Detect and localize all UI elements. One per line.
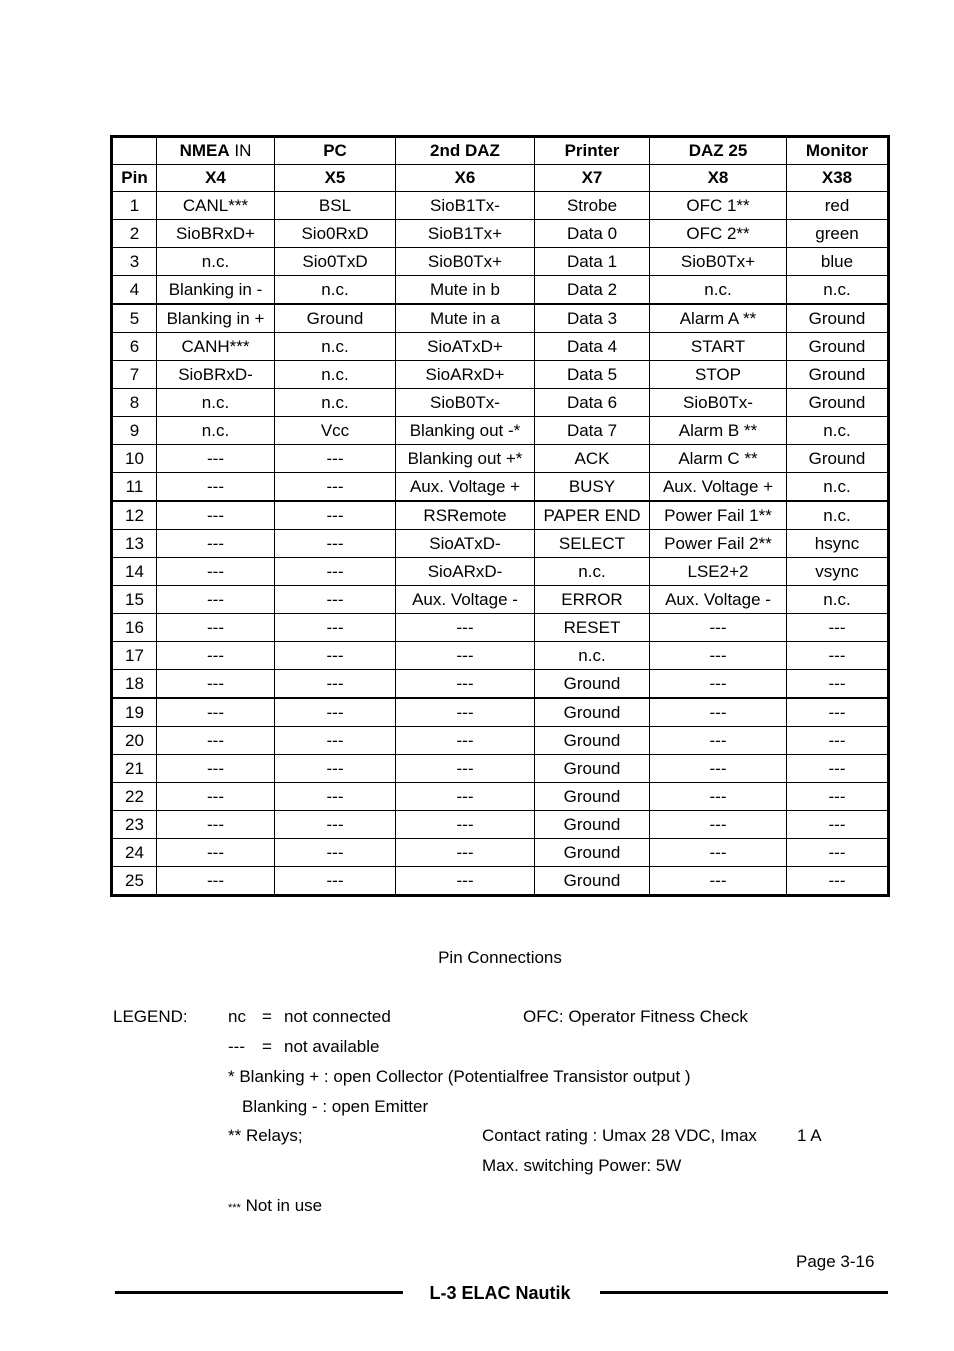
signal-cell: ---	[396, 642, 535, 670]
signal-cell: Data 0	[535, 220, 650, 248]
table-row	[112, 192, 889, 220]
signal-cell: ---	[275, 586, 396, 614]
table-row	[112, 670, 889, 699]
signal-cell: Aux. Voltage +	[650, 473, 787, 502]
signal-cell: ---	[275, 445, 396, 473]
signal-cell: ---	[396, 755, 535, 783]
signal-cell: ---	[650, 698, 787, 727]
legend-blanking-minus: Blanking - : open Emitter	[242, 1097, 429, 1116]
signal-cell: ---	[157, 642, 275, 670]
signal-cell: START	[650, 333, 787, 361]
signal-cell: ---	[275, 727, 396, 755]
signal-cell: n.c.	[275, 276, 396, 305]
signal-cell: ERROR	[535, 586, 650, 614]
signal-cell: n.c.	[787, 473, 889, 502]
pin-number-cell: 17	[112, 642, 157, 670]
header-connector-cell: X8	[650, 165, 787, 192]
signal-cell: ---	[157, 811, 275, 839]
pin-number-cell: 9	[112, 417, 157, 445]
header-connector-cell: X5	[275, 165, 396, 192]
pin-number-cell: 19	[112, 698, 157, 727]
signal-cell: Data 2	[535, 276, 650, 305]
signal-cell: Aux. Voltage -	[396, 586, 535, 614]
signal-cell: n.c.	[787, 276, 889, 305]
signal-cell: Data 1	[535, 248, 650, 276]
table-row	[112, 304, 889, 333]
table-row	[112, 867, 889, 896]
signal-cell: ---	[275, 530, 396, 558]
pin-number-cell: 21	[112, 755, 157, 783]
legend-not-in-use-mark: ***	[228, 1202, 241, 1214]
table-row	[112, 248, 889, 276]
signal-cell: ---	[650, 755, 787, 783]
signal-cell: ---	[787, 839, 889, 867]
header-connector-cell: Pin	[112, 165, 157, 192]
signal-cell: PAPER END	[535, 501, 650, 530]
signal-cell: ---	[787, 642, 889, 670]
pin-number-cell: 20	[112, 727, 157, 755]
signal-cell: Data 5	[535, 361, 650, 389]
table-row	[112, 811, 889, 839]
legend-ofc-text: OFC: Operator Fitness Check	[523, 1007, 748, 1026]
signal-cell: Ground	[787, 333, 889, 361]
header-connector-cell: X38	[787, 165, 889, 192]
signal-cell: SioARxD+	[396, 361, 535, 389]
signal-cell: n.c.	[535, 558, 650, 586]
signal-cell: ---	[157, 586, 275, 614]
signal-cell: SioB0Tx+	[396, 248, 535, 276]
signal-cell: Aux. Voltage -	[650, 586, 787, 614]
signal-cell: Strobe	[535, 192, 650, 220]
signal-cell: ---	[275, 642, 396, 670]
table-row	[112, 530, 889, 558]
signal-cell: n.c.	[275, 333, 396, 361]
signal-cell: Blanking out -*	[396, 417, 535, 445]
pin-number-cell: 25	[112, 867, 157, 896]
table-row	[112, 727, 889, 755]
signal-cell: ---	[275, 755, 396, 783]
legend-nc-text: not connected	[284, 1007, 391, 1026]
legend-na-abbr: ---	[228, 1037, 245, 1056]
signal-cell: SioATxD+	[396, 333, 535, 361]
signal-cell: Sio0TxD	[275, 248, 396, 276]
signal-cell: Ground	[535, 727, 650, 755]
header-device-cell	[157, 137, 275, 165]
pin-number-cell: 1	[112, 192, 157, 220]
header-device-name: Monitor	[805, 141, 869, 160]
signal-cell: ---	[275, 698, 396, 727]
signal-cell: ---	[157, 867, 275, 896]
signal-cell: ---	[396, 727, 535, 755]
header-row-devices	[112, 137, 889, 165]
company-name: L-3 ELAC Nautik	[429, 1283, 571, 1303]
signal-cell: Ground	[787, 389, 889, 417]
legend-relays: ** Relays;	[228, 1126, 303, 1145]
table-row	[112, 276, 889, 305]
table-row	[112, 389, 889, 417]
signal-cell: ---	[157, 558, 275, 586]
signal-cell: n.c.	[157, 417, 275, 445]
signal-cell: ---	[157, 755, 275, 783]
signal-cell: Ground	[535, 698, 650, 727]
signal-cell: Blanking out +*	[396, 445, 535, 473]
signal-cell: STOP	[650, 361, 787, 389]
table-row	[112, 501, 889, 530]
signal-cell: CANH***	[157, 333, 275, 361]
header-connector-cell: X6	[396, 165, 535, 192]
header-device-name: 2nd DAZ	[430, 141, 500, 160]
signal-cell: ---	[157, 670, 275, 699]
pin-number-cell: 22	[112, 783, 157, 811]
signal-cell: SioB0Tx-	[650, 389, 787, 417]
table-row	[112, 220, 889, 248]
signal-cell: SioATxD-	[396, 530, 535, 558]
signal-cell: SioBRxD-	[157, 361, 275, 389]
signal-cell: ---	[157, 473, 275, 502]
signal-cell: ---	[157, 614, 275, 642]
signal-cell: Ground	[787, 304, 889, 333]
signal-cell: Ground	[535, 670, 650, 699]
signal-cell: ---	[157, 530, 275, 558]
table-row	[112, 755, 889, 783]
signal-cell: ---	[275, 670, 396, 699]
signal-cell: Alarm A **	[650, 304, 787, 333]
signal-cell: n.c.	[787, 417, 889, 445]
header-device-suffix: IN	[229, 141, 252, 160]
header-row-connectors	[112, 165, 889, 192]
signal-cell: ---	[787, 727, 889, 755]
table-row	[112, 445, 889, 473]
signal-cell: Vcc	[275, 417, 396, 445]
signal-cell: SioB1Tx-	[396, 192, 535, 220]
legend-contact-current: 1 A	[797, 1126, 822, 1145]
legend-not-in-use-text: Not in use	[240, 1196, 323, 1215]
signal-cell: hsync	[787, 530, 889, 558]
signal-cell: ---	[396, 670, 535, 699]
legend-max-switching: Max. switching Power: 5W	[482, 1156, 682, 1175]
header-device-name: NMEA	[179, 141, 230, 160]
pin-number-cell: 10	[112, 445, 157, 473]
signal-cell: ---	[157, 727, 275, 755]
signal-cell: ---	[787, 783, 889, 811]
footer-rule-left	[115, 1291, 403, 1294]
pin-number-cell: 4	[112, 276, 157, 305]
signal-cell: Ground	[535, 783, 650, 811]
header-device-cell	[112, 137, 157, 165]
footer-rule-right	[600, 1291, 888, 1294]
signal-cell: n.c.	[275, 389, 396, 417]
signal-cell: SioBRxD+	[157, 220, 275, 248]
signal-cell: Blanking in -	[157, 276, 275, 305]
signal-cell: n.c.	[787, 501, 889, 530]
signal-cell: ACK	[535, 445, 650, 473]
signal-cell: ---	[396, 783, 535, 811]
signal-cell: ---	[157, 445, 275, 473]
legend-nc-eq: =	[262, 1007, 272, 1026]
signal-cell: ---	[650, 614, 787, 642]
signal-cell: n.c.	[157, 389, 275, 417]
header-device-name: DAZ 25	[688, 141, 748, 160]
signal-cell: ---	[157, 783, 275, 811]
signal-cell: ---	[650, 670, 787, 699]
signal-cell: ---	[650, 783, 787, 811]
signal-cell: Ground	[275, 304, 396, 333]
table-row	[112, 361, 889, 389]
signal-cell: ---	[396, 839, 535, 867]
table-row	[112, 333, 889, 361]
signal-cell: Data 4	[535, 333, 650, 361]
signal-cell: n.c.	[787, 586, 889, 614]
header-device-cell	[396, 137, 535, 165]
table-row	[112, 698, 889, 727]
table-row	[112, 473, 889, 502]
signal-cell: RSRemote	[396, 501, 535, 530]
header-device-cell	[787, 137, 889, 165]
signal-cell: Mute in b	[396, 276, 535, 305]
signal-cell: ---	[157, 839, 275, 867]
legend-na-eq: =	[262, 1037, 272, 1056]
pin-connections-table	[110, 135, 890, 897]
signal-cell: ---	[275, 558, 396, 586]
signal-cell: ---	[787, 670, 889, 699]
table-row	[112, 417, 889, 445]
legend-contact-rating: Contact rating : Umax 28 VDC, Imax	[482, 1126, 757, 1145]
signal-cell: ---	[787, 755, 889, 783]
header-connector-cell: X7	[535, 165, 650, 192]
pin-number-cell: 24	[112, 839, 157, 867]
signal-cell: ---	[275, 811, 396, 839]
header-device-name: PC	[323, 141, 347, 160]
signal-cell: Data 3	[535, 304, 650, 333]
header-connector-cell: X4	[157, 165, 275, 192]
pin-number-cell: 14	[112, 558, 157, 586]
signal-cell: Alarm B **	[650, 417, 787, 445]
pin-number-cell: 23	[112, 811, 157, 839]
signal-cell: SioARxD-	[396, 558, 535, 586]
signal-cell: ---	[787, 614, 889, 642]
legend-blanking-plus: * Blanking + : open Collector (Potentialfree Transistor output )	[228, 1067, 691, 1086]
signal-cell: ---	[396, 698, 535, 727]
signal-cell: OFC 2**	[650, 220, 787, 248]
signal-cell: n.c.	[650, 276, 787, 305]
signal-cell: Mute in a	[396, 304, 535, 333]
signal-cell: ---	[275, 839, 396, 867]
signal-cell: n.c.	[275, 361, 396, 389]
signal-cell: ---	[396, 614, 535, 642]
signal-cell: BUSY	[535, 473, 650, 502]
table-caption: Pin Connections	[438, 948, 562, 967]
signal-cell: n.c.	[535, 642, 650, 670]
pin-number-cell: 11	[112, 473, 157, 502]
signal-cell: ---	[275, 614, 396, 642]
header-device-name: Printer	[564, 141, 620, 160]
pin-number-cell: 7	[112, 361, 157, 389]
header-device-cell	[535, 137, 650, 165]
signal-cell: LSE2+2	[650, 558, 787, 586]
signal-cell: ---	[650, 811, 787, 839]
table-row	[112, 839, 889, 867]
signal-cell: ---	[275, 473, 396, 502]
signal-cell: Ground	[787, 361, 889, 389]
pin-number-cell: 2	[112, 220, 157, 248]
signal-cell: ---	[650, 642, 787, 670]
signal-cell: ---	[275, 783, 396, 811]
signal-cell: green	[787, 220, 889, 248]
pin-number-cell: 5	[112, 304, 157, 333]
table-row	[112, 642, 889, 670]
signal-cell: Aux. Voltage +	[396, 473, 535, 502]
legend-nc-abbr: nc	[228, 1007, 246, 1026]
signal-cell: Data 6	[535, 389, 650, 417]
pin-number-cell: 13	[112, 530, 157, 558]
pin-number-cell: 3	[112, 248, 157, 276]
signal-cell: Ground	[787, 445, 889, 473]
signal-cell: ---	[157, 501, 275, 530]
table-row	[112, 558, 889, 586]
signal-cell: ---	[787, 698, 889, 727]
signal-cell: ---	[275, 501, 396, 530]
pin-number-cell: 12	[112, 501, 157, 530]
legend-na-text: not available	[284, 1037, 380, 1056]
legend-not-in-use	[228, 1196, 322, 1216]
signal-cell: Ground	[535, 811, 650, 839]
signal-cell: Ground	[535, 867, 650, 896]
signal-cell: Blanking in +	[157, 304, 275, 333]
signal-cell: ---	[650, 867, 787, 896]
table-row	[112, 614, 889, 642]
header-device-cell	[275, 137, 396, 165]
table-row	[112, 586, 889, 614]
signal-cell: red	[787, 192, 889, 220]
signal-cell: n.c.	[157, 248, 275, 276]
signal-cell: Sio0RxD	[275, 220, 396, 248]
signal-cell: SioB1Tx+	[396, 220, 535, 248]
signal-cell: ---	[396, 867, 535, 896]
signal-cell: CANL***	[157, 192, 275, 220]
signal-cell: SioB0Tx+	[650, 248, 787, 276]
signal-cell: Alarm C **	[650, 445, 787, 473]
pin-number-cell: 18	[112, 670, 157, 699]
signal-cell: blue	[787, 248, 889, 276]
signal-cell: ---	[787, 811, 889, 839]
signal-cell: ---	[157, 698, 275, 727]
pin-number-cell: 15	[112, 586, 157, 614]
signal-cell: vsync	[787, 558, 889, 586]
signal-cell: BSL	[275, 192, 396, 220]
signal-cell: ---	[650, 727, 787, 755]
pin-number-cell: 8	[112, 389, 157, 417]
signal-cell: ---	[275, 867, 396, 896]
signal-cell: Power Fail 1**	[650, 501, 787, 530]
signal-cell: Ground	[535, 755, 650, 783]
signal-cell: Power Fail 2**	[650, 530, 787, 558]
legend-label: LEGEND:	[113, 1007, 188, 1026]
page-number: Page 3-16	[796, 1252, 875, 1271]
pin-number-cell: 16	[112, 614, 157, 642]
signal-cell: ---	[650, 839, 787, 867]
pin-number-cell: 6	[112, 333, 157, 361]
signal-cell: RESET	[535, 614, 650, 642]
signal-cell: OFC 1**	[650, 192, 787, 220]
signal-cell: SELECT	[535, 530, 650, 558]
signal-cell: Ground	[535, 839, 650, 867]
table-row	[112, 783, 889, 811]
signal-cell: Data 7	[535, 417, 650, 445]
signal-cell: SioB0Tx-	[396, 389, 535, 417]
signal-cell: ---	[396, 811, 535, 839]
header-device-cell	[650, 137, 787, 165]
signal-cell: ---	[787, 867, 889, 896]
